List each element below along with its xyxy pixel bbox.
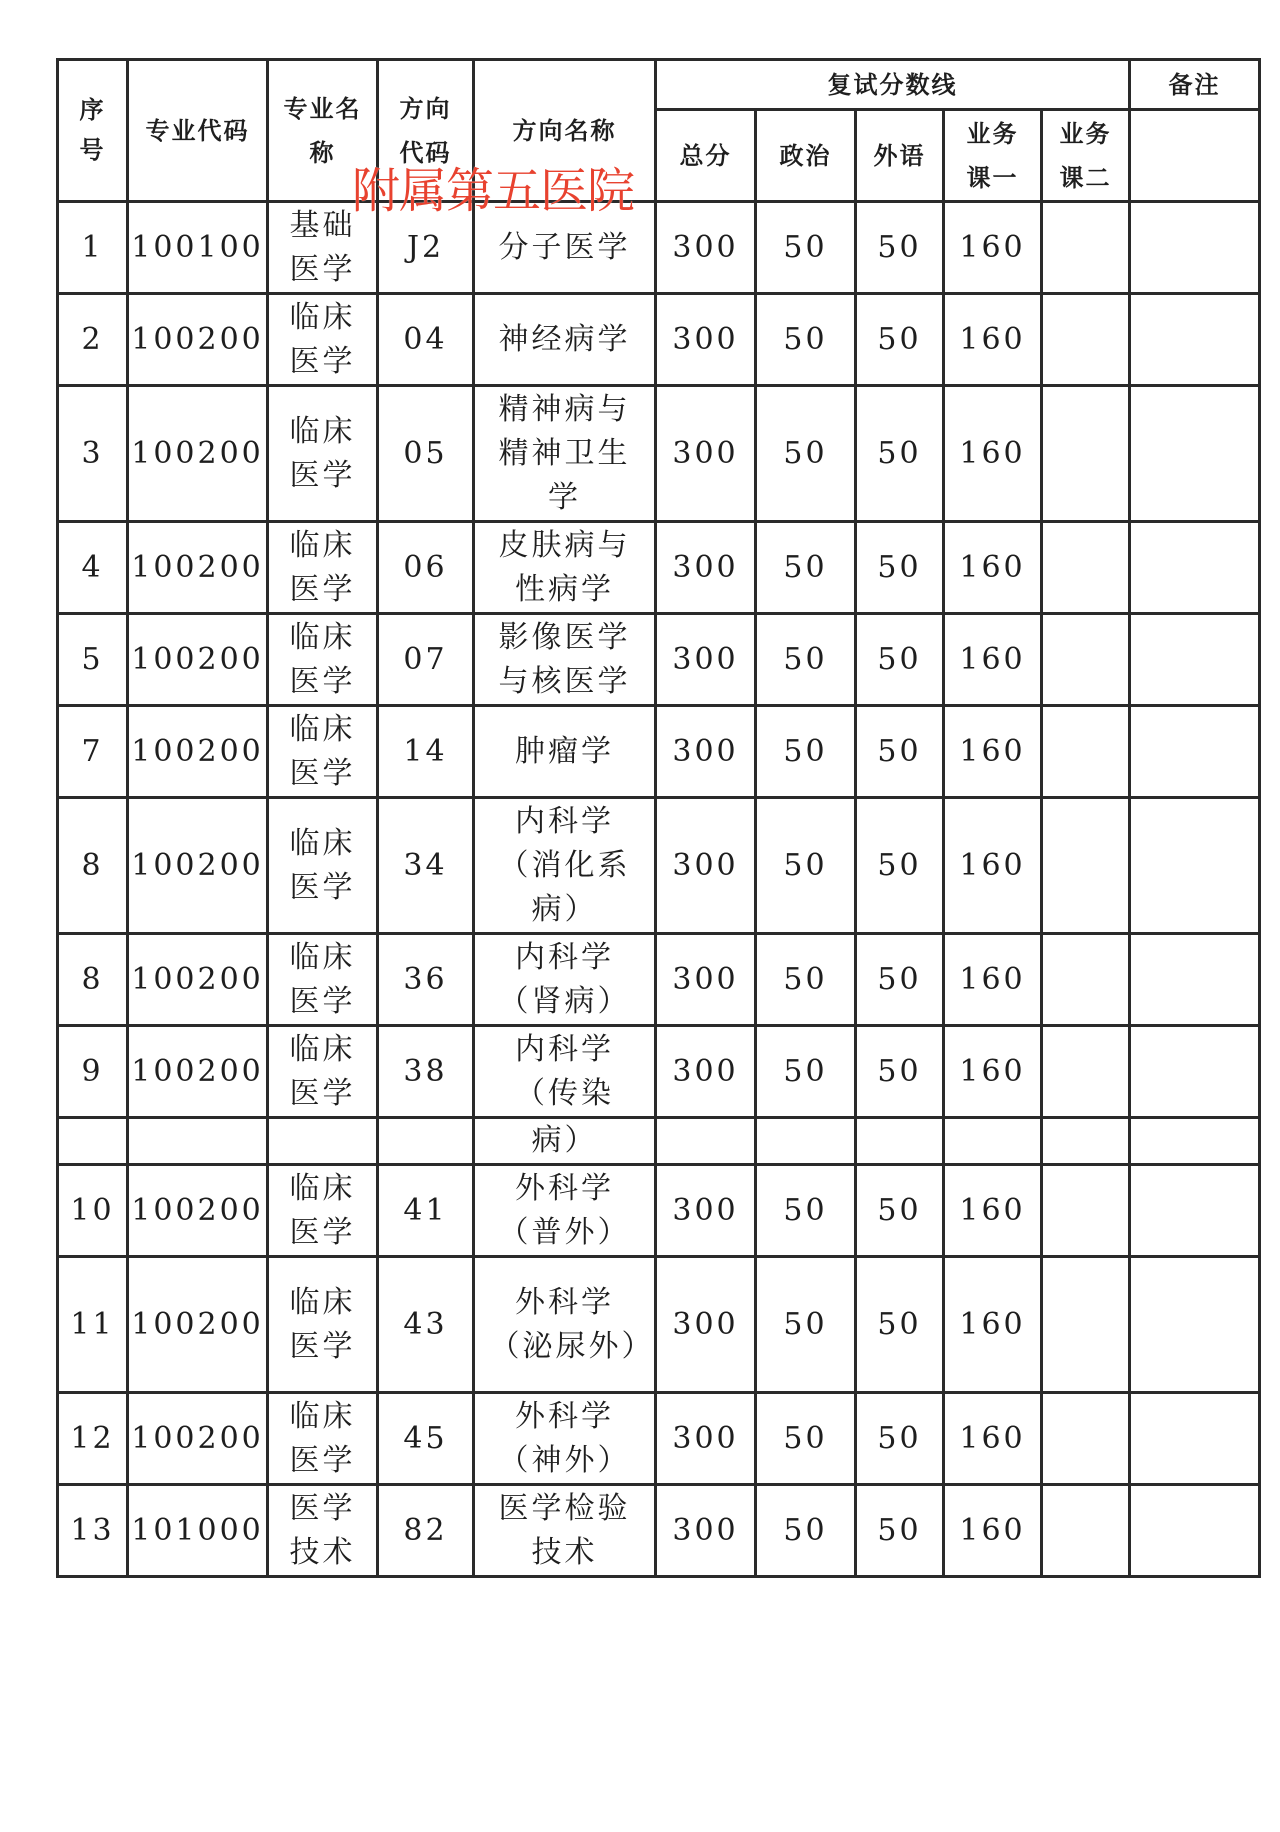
cell-foreign: 50 xyxy=(856,294,944,386)
cell-total: 300 xyxy=(656,614,756,706)
cell-course-1: 160 xyxy=(944,202,1042,294)
cell-course-2 xyxy=(1042,934,1130,1026)
cell-politics: 50 xyxy=(756,294,856,386)
header-politics: 政治 xyxy=(756,110,856,202)
cell-major-code: 100200 xyxy=(128,294,268,386)
cell-direction-name-text: 皮肤病与性病学 xyxy=(498,527,631,607)
cell-major-code: 100200 xyxy=(128,1257,268,1393)
cell-total xyxy=(656,1118,756,1165)
header-foreign-language: 外语 xyxy=(856,110,944,202)
cell-direction-name-text: 精神病与精神卫生学 xyxy=(498,391,631,515)
cell-note xyxy=(1130,1165,1260,1257)
cell-politics xyxy=(756,1118,856,1165)
cell-course-2 xyxy=(1042,1257,1130,1393)
cell-direction-name-text: 肿瘤学 xyxy=(515,733,614,769)
cell-total: 300 xyxy=(656,934,756,1026)
cell-direction-name xyxy=(474,934,656,1026)
cell-major-name-text: 临床医学 xyxy=(289,619,356,699)
cell-direction-name-text: 外科学（神外） xyxy=(498,1398,631,1478)
table-row xyxy=(58,614,1260,706)
cell-seq: 5 xyxy=(58,614,128,706)
cell-direction-code: 38 xyxy=(378,1026,474,1118)
cell-direction-name xyxy=(474,614,656,706)
cell-seq: 10 xyxy=(58,1165,128,1257)
table-row xyxy=(58,1257,1260,1393)
cell-total: 300 xyxy=(656,202,756,294)
cell-politics: 50 xyxy=(756,1257,856,1393)
cell-foreign: 50 xyxy=(856,934,944,1026)
cell-direction-name-text: 外科学（普外） xyxy=(498,1170,631,1250)
cell-direction-code: 07 xyxy=(378,614,474,706)
cell-direction-name xyxy=(474,386,656,522)
cell-direction-code: 04 xyxy=(378,294,474,386)
cell-major-name xyxy=(268,1485,378,1577)
cell-major-code: 101000 xyxy=(128,1485,268,1577)
cell-seq: 7 xyxy=(58,706,128,798)
cell-course-1 xyxy=(944,1118,1042,1165)
cell-total: 300 xyxy=(656,386,756,522)
cell-direction-code xyxy=(378,1118,474,1165)
cell-seq: 11 xyxy=(58,1257,128,1393)
cell-total: 300 xyxy=(656,1257,756,1393)
cell-direction-name xyxy=(474,798,656,934)
cell-direction-name-text: 影像医学与核医学 xyxy=(498,619,631,699)
cell-major-name-text: 临床医学 xyxy=(289,299,356,379)
header-note: 备注 xyxy=(1130,60,1260,110)
cell-note xyxy=(1130,1485,1260,1577)
cell-course-2 xyxy=(1042,614,1130,706)
cell-note xyxy=(1130,1026,1260,1118)
header-seq: 序号 xyxy=(58,60,128,202)
cell-course-1: 160 xyxy=(944,1393,1042,1485)
cell-note xyxy=(1130,614,1260,706)
cell-direction-name xyxy=(474,522,656,614)
cell-seq: 1 xyxy=(58,202,128,294)
cell-course-1: 160 xyxy=(944,522,1042,614)
cell-course-2 xyxy=(1042,202,1130,294)
cell-note xyxy=(1130,1257,1260,1393)
cell-direction-name xyxy=(474,1118,656,1165)
cell-note xyxy=(1130,202,1260,294)
cell-direction-code: 43 xyxy=(378,1257,474,1393)
cell-major-code: 100200 xyxy=(128,1026,268,1118)
cell-course-2 xyxy=(1042,798,1130,934)
cell-course-1: 160 xyxy=(944,1257,1042,1393)
cell-major-code: 100200 xyxy=(128,614,268,706)
cell-total: 300 xyxy=(656,1026,756,1118)
cell-course-2 xyxy=(1042,1165,1130,1257)
cell-direction-code: 45 xyxy=(378,1393,474,1485)
cell-direction-code: 82 xyxy=(378,1485,474,1577)
cell-course-1: 160 xyxy=(944,386,1042,522)
table-row xyxy=(58,934,1260,1026)
cell-direction-name xyxy=(474,1393,656,1485)
cell-course-2 xyxy=(1042,1026,1130,1118)
cell-seq: 4 xyxy=(58,522,128,614)
cell-major-name-text: 临床医学 xyxy=(289,825,356,905)
cell-direction-name xyxy=(474,1485,656,1577)
cell-major-name-text: 临床医学 xyxy=(289,527,356,607)
cell-direction-name-text: 内科学（消化系病） xyxy=(498,803,631,927)
cell-total: 300 xyxy=(656,706,756,798)
cell-major-name xyxy=(268,934,378,1026)
cell-politics: 50 xyxy=(756,614,856,706)
cell-course-2 xyxy=(1042,1118,1130,1165)
cell-politics: 50 xyxy=(756,386,856,522)
cell-total: 300 xyxy=(656,798,756,934)
cell-major-name xyxy=(268,614,378,706)
cell-course-2 xyxy=(1042,706,1130,798)
cell-seq: 13 xyxy=(58,1485,128,1577)
cell-direction-name xyxy=(474,1257,656,1393)
table-row xyxy=(58,522,1260,614)
cell-direction-code: 14 xyxy=(378,706,474,798)
header-major-code: 专业代码 xyxy=(128,60,268,202)
cell-total: 300 xyxy=(656,294,756,386)
header-note-blank xyxy=(1130,110,1260,202)
header-course-1: 业务课一 xyxy=(944,110,1042,202)
cell-major-code: 100100 xyxy=(128,202,268,294)
table-row xyxy=(58,1485,1260,1577)
cell-direction-name xyxy=(474,706,656,798)
cell-course-1: 160 xyxy=(944,798,1042,934)
header-retest-score-line: 复试分数线 xyxy=(656,60,1130,110)
cell-seq xyxy=(58,1118,128,1165)
cell-course-2 xyxy=(1042,1485,1130,1577)
table-row xyxy=(58,294,1260,386)
cell-politics: 50 xyxy=(756,1485,856,1577)
cell-major-name-text: 临床医学 xyxy=(289,1031,356,1111)
cell-foreign: 50 xyxy=(856,798,944,934)
cell-foreign: 50 xyxy=(856,1393,944,1485)
cell-major-name-text: 临床医学 xyxy=(289,413,356,493)
cell-course-1: 160 xyxy=(944,614,1042,706)
cell-politics: 50 xyxy=(756,934,856,1026)
header-direction-name: 方向名称 xyxy=(474,60,656,202)
cell-major-name-text: 临床医学 xyxy=(289,1284,356,1364)
header-total: 总分 xyxy=(656,110,756,202)
cell-note xyxy=(1130,1393,1260,1485)
table-row xyxy=(58,202,1260,294)
cell-direction-name-text: 内科学（传染 xyxy=(515,1031,614,1111)
cell-politics: 50 xyxy=(756,1026,856,1118)
header-major-name: 专业名称 xyxy=(268,60,378,202)
cell-course-1: 160 xyxy=(944,1026,1042,1118)
cell-major-name-text: 临床医学 xyxy=(289,1398,356,1478)
header-course-2: 业务课二 xyxy=(1042,110,1130,202)
cell-total: 300 xyxy=(656,1165,756,1257)
cell-total: 300 xyxy=(656,1393,756,1485)
cell-direction-code: 41 xyxy=(378,1165,474,1257)
cell-note xyxy=(1130,1118,1260,1165)
cell-foreign: 50 xyxy=(856,386,944,522)
table-row xyxy=(58,386,1260,522)
cell-course-1: 160 xyxy=(944,934,1042,1026)
cell-course-1: 160 xyxy=(944,1165,1042,1257)
cell-note xyxy=(1130,294,1260,386)
cell-foreign: 50 xyxy=(856,1257,944,1393)
cell-major-code: 100200 xyxy=(128,522,268,614)
cell-direction-name-text: 病） xyxy=(531,1123,598,1158)
cell-major-name xyxy=(268,1393,378,1485)
cell-foreign: 50 xyxy=(856,706,944,798)
cell-note xyxy=(1130,522,1260,614)
cell-foreign: 50 xyxy=(856,1026,944,1118)
table-row xyxy=(58,1026,1260,1118)
cell-major-code: 100200 xyxy=(128,1165,268,1257)
cell-note xyxy=(1130,798,1260,934)
cell-direction-code: 34 xyxy=(378,798,474,934)
cell-politics: 50 xyxy=(756,202,856,294)
cell-seq: 2 xyxy=(58,294,128,386)
table-body xyxy=(58,202,1260,1577)
cell-direction-name-text: 内科学（肾病） xyxy=(498,939,631,1019)
cell-course-1: 160 xyxy=(944,1485,1042,1577)
cell-major-name-text: 基础医学 xyxy=(289,207,356,287)
cell-seq: 9 xyxy=(58,1026,128,1118)
cell-seq: 12 xyxy=(58,1393,128,1485)
cell-seq: 8 xyxy=(58,798,128,934)
cell-direction-name xyxy=(474,1165,656,1257)
cell-course-2 xyxy=(1042,294,1130,386)
cell-politics: 50 xyxy=(756,798,856,934)
cell-note xyxy=(1130,934,1260,1026)
cell-direction-name-text: 医学检验技术 xyxy=(498,1490,631,1570)
cell-foreign: 50 xyxy=(856,614,944,706)
cell-major-name xyxy=(268,1257,378,1393)
cell-major-code xyxy=(128,1118,268,1165)
cell-course-1: 160 xyxy=(944,706,1042,798)
cell-major-code: 100200 xyxy=(128,798,268,934)
cell-politics: 50 xyxy=(756,1393,856,1485)
cell-foreign: 50 xyxy=(856,522,944,614)
cell-foreign: 50 xyxy=(856,202,944,294)
cell-course-1: 160 xyxy=(944,294,1042,386)
table-row xyxy=(58,798,1260,934)
cell-seq: 8 xyxy=(58,934,128,1026)
cell-direction-code: 36 xyxy=(378,934,474,1026)
cell-direction-name-text: 神经病学 xyxy=(498,321,631,357)
cell-note xyxy=(1130,386,1260,522)
cell-direction-name-text: 外科学（泌尿外） xyxy=(489,1284,655,1364)
cell-foreign: 50 xyxy=(856,1485,944,1577)
header-direction-code: 方向代码 xyxy=(378,60,474,202)
cell-major-name xyxy=(268,798,378,934)
header-row-1 xyxy=(58,60,1260,110)
cell-major-code: 100200 xyxy=(128,706,268,798)
cell-course-2 xyxy=(1042,386,1130,522)
cell-politics: 50 xyxy=(756,522,856,614)
cell-course-2 xyxy=(1042,522,1130,614)
cell-direction-code: 05 xyxy=(378,386,474,522)
score-table xyxy=(56,58,1261,1578)
cell-major-name xyxy=(268,1165,378,1257)
cell-major-name xyxy=(268,1118,378,1165)
cell-major-name xyxy=(268,386,378,522)
cell-major-name-text: 临床医学 xyxy=(289,1170,356,1250)
cell-major-name xyxy=(268,294,378,386)
cell-direction-code: 06 xyxy=(378,522,474,614)
cell-politics: 50 xyxy=(756,1165,856,1257)
cell-major-name-text: 医学技术 xyxy=(289,1490,356,1570)
watermark-text: 附属第五医院 xyxy=(352,163,635,219)
cell-note xyxy=(1130,706,1260,798)
cell-direction-name xyxy=(474,294,656,386)
cell-direction-code: J2 xyxy=(378,202,474,294)
cell-total: 300 xyxy=(656,1485,756,1577)
table-row xyxy=(58,1165,1260,1257)
cell-seq: 3 xyxy=(58,386,128,522)
cell-major-code: 100200 xyxy=(128,386,268,522)
cell-major-name xyxy=(268,522,378,614)
cell-direction-name-text: 分子医学 xyxy=(498,229,631,265)
cell-major-name-text: 临床医学 xyxy=(289,939,356,1019)
cell-course-2 xyxy=(1042,1393,1130,1485)
cell-foreign xyxy=(856,1118,944,1165)
table-row xyxy=(58,1118,1260,1165)
table-row xyxy=(58,706,1260,798)
cell-major-name xyxy=(268,706,378,798)
cell-direction-name xyxy=(474,1026,656,1118)
cell-major-name-text: 临床医学 xyxy=(289,711,356,791)
cell-major-code: 100200 xyxy=(128,934,268,1026)
cell-politics: 50 xyxy=(756,706,856,798)
table-row xyxy=(58,1393,1260,1485)
cell-major-name xyxy=(268,1026,378,1118)
cell-total: 300 xyxy=(656,522,756,614)
cell-foreign: 50 xyxy=(856,1165,944,1257)
cell-major-code: 100200 xyxy=(128,1393,268,1485)
